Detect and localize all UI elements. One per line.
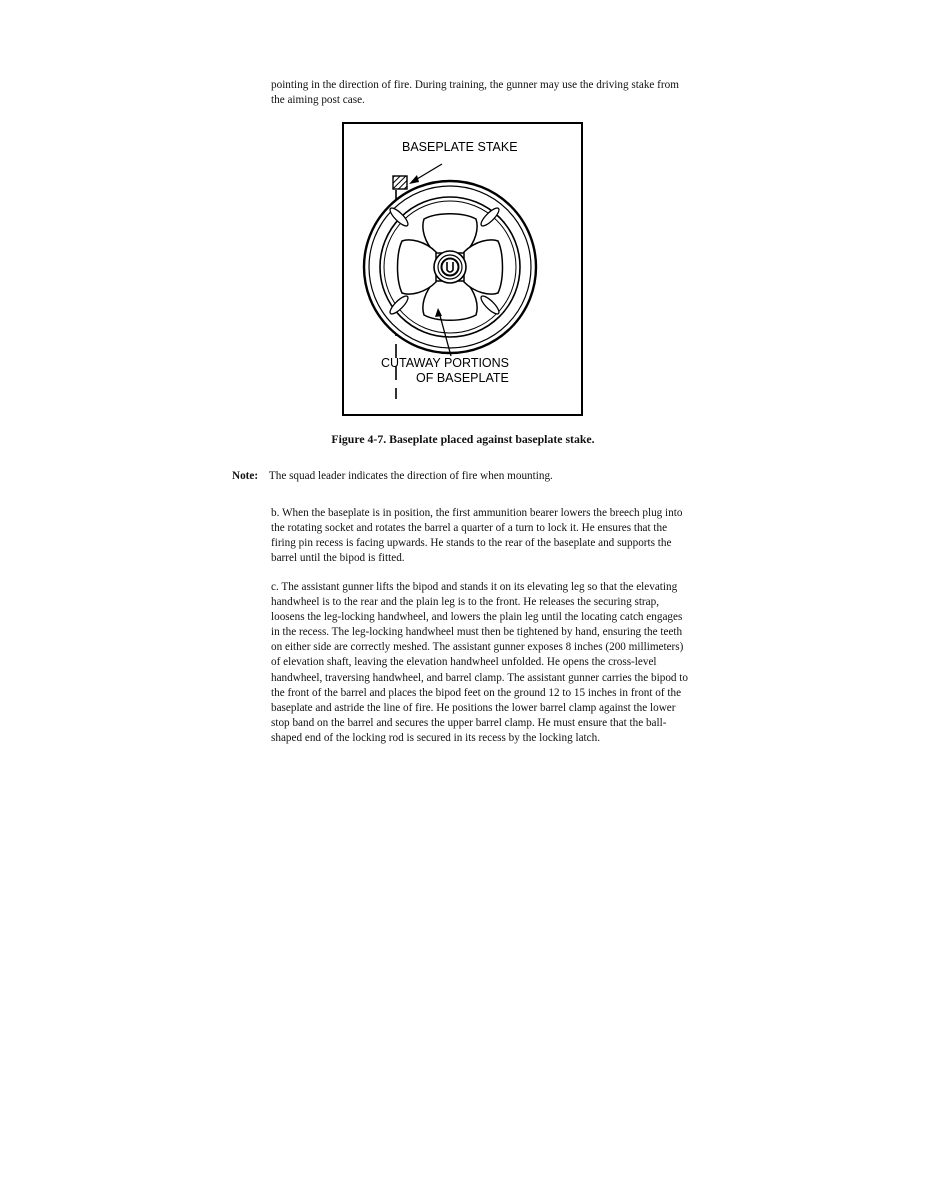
baseplate-stake-label: BASEPLATE STAKE [402, 140, 518, 154]
intro-paragraph: pointing in the direction of fire. During training, the gunner may use the driving stake from the aiming post case. [271, 79, 679, 107]
baseplate-figure [342, 122, 583, 416]
paragraph-b: b. When the baseplate is in position, the first ammunition bearer lowers the breech plug into the rotating socket and rotates the barrel a quarter of a turn to lock it. He ensures that the firing pin recess is facing upwards. He stands to the rear of the baseplate and supports the barrel until the bipod is fitted. [271, 507, 683, 565]
paragraph-c: c. The assistant gunner lifts the bipod and stands it on its elevating leg so that the elevating handwheel is to the rear and the plain leg is to the front. He releases the securing strap, loosens the leg-locking handwheel, and lowers the plain leg until the locating catch engages in the recess. The leg-locking handwheel must then be tightened by hand, ensuring the teeth on either side are correctly meshed. The assistant gunner exposes 8 inches (200 millimeters) of elevation shaft, leaving the elevation handwheel unfolded. He opens the cross-level handwheel, traversing handwheel, and barrel clamp. The assistant gunner carries the bipod to the front of the barrel and places the bipod feet on the ground 12 to 15 inches in front of the baseplate and astride the line of fire. He positions the lower barrel clamp against the lower stop band on the barrel and secures the upper barrel clamp. He must ensure that the ball-shaped end of the locking rod is secured in its recess by the locking latch. [271, 581, 689, 744]
note-label: Note: [232, 470, 259, 482]
baseplate-stake [393, 176, 407, 189]
note-text: The squad leader indicates the direction of fire when mounting. [268, 470, 553, 482]
cutaway-label-line2: OF BASEPLATE [416, 371, 509, 385]
figure-caption: Figure 4-7. Baseplate placed against baseplate stake. [331, 432, 595, 446]
note [232, 470, 553, 482]
cutaway-label-line1: CUTAWAY PORTIONS [381, 356, 510, 370]
